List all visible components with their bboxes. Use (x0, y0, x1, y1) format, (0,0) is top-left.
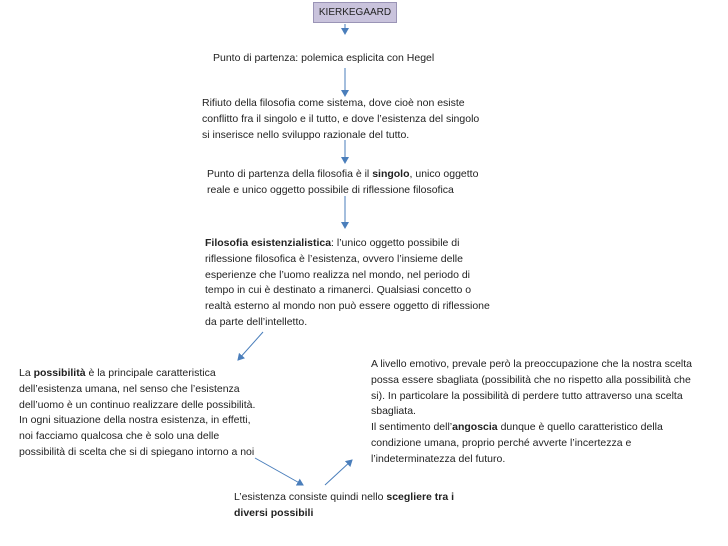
existentialist-line-3: esperienze che l’uomo realizza nel mondo, nel periodo di (205, 268, 470, 281)
anguish-keyword: angoscia (452, 421, 498, 434)
possibility-line-3: dell’uomo è un continuo realizzare delle possibilità. (19, 398, 256, 411)
anguish-line-1: A livello emotivo, prevale però la preoccupazione che la nostra scelta (371, 358, 693, 370)
node-possibility (19, 366, 255, 461)
refusal-line-3: si inserisce nello sviluppo razionale del tutto. (202, 128, 410, 141)
anguish-line-4: sbagliata. (371, 405, 416, 418)
existentialist-line-1: Filosofia esistenzialistica: l’unico oggetto possibile di (205, 237, 460, 249)
refusal-line-2: conflitto fra il singolo e il tutto, e dove l’esistenza del singolo (202, 112, 480, 125)
possibility-line-6: possibilità di scelta che si di spiegano intorno a noi (19, 445, 255, 458)
start-line-1: Punto di partenza: polemica esplicita con Hegel (213, 52, 435, 64)
title: KIERKEGAARD (318, 7, 392, 18)
choice-line-2 (234, 506, 454, 522)
existentialist-line-5: realtà esterno al mondo non può essere oggetto di riflessione (205, 300, 490, 313)
node-anguish (371, 357, 692, 468)
existentialist-line-4: tempo in cui è destinato a rimanerci. Qualsiasi concetto o (205, 284, 472, 297)
existentialist-line-2: riflessione filosofica è l’esistenza, ovvero l’insieme delle (205, 252, 463, 265)
single-line-1: Punto di partenza della filosofia è il singolo, unico oggetto (207, 168, 479, 180)
arrow-choice-to-anguish (325, 460, 352, 485)
anguish-line-2: possa essere sbagliata (possibilità che no rispetto alla possibilità che (371, 373, 691, 386)
node-start (213, 51, 434, 67)
single-line-2: reale e unico oggetto possibile di riflessione filosofica (207, 183, 454, 196)
anguish-line-3: si). In particolare la possibilità di perdere tutto attraverso una scelta (371, 389, 683, 402)
choice-keyword-2: diversi possibili (234, 506, 314, 519)
node-single (207, 167, 478, 199)
existentialist-line-6: da parte dell’intelletto. (205, 315, 308, 328)
node-existentialist (205, 236, 490, 331)
node-refusal (202, 96, 479, 143)
arrow-possibility-to-choice (255, 458, 303, 485)
possibility-line-4: In ogni situazione della nostra esistenza, in effetti, (19, 414, 251, 427)
title-box (313, 2, 397, 23)
anguish-line-7: l’indeterminatezza del futuro. (371, 452, 506, 465)
possibility-line-2: dell’esistenza umana, nel senso che l’esistenza (19, 382, 240, 395)
possibility-line-1: La possibilità è la principale caratteristica (19, 367, 216, 379)
existentialist-keyword: Filosofia esistenzialistica (205, 237, 332, 249)
single-keyword: singolo (372, 168, 410, 180)
anguish-line-5: Il sentimento dell’angoscia dunque è quello caratteristico della (371, 421, 663, 434)
choice-line-1: L’esistenza consiste quindi nello scegliere tra i (234, 491, 455, 503)
refusal-line-1: Rifiuto della filosofia come sistema, dove cioè non esiste (202, 97, 465, 109)
possibility-keyword: possibilità (33, 367, 86, 379)
node-choice (234, 490, 454, 522)
choice-keyword-1: scegliere tra i (386, 491, 455, 503)
possibility-line-5: noi facciamo qualcosa che è solo una delle (19, 430, 220, 443)
arrow-existentialist-to-possibility (238, 332, 263, 360)
anguish-line-6: condizione umana, proprio perché avverte l’incertezza e (371, 436, 632, 449)
